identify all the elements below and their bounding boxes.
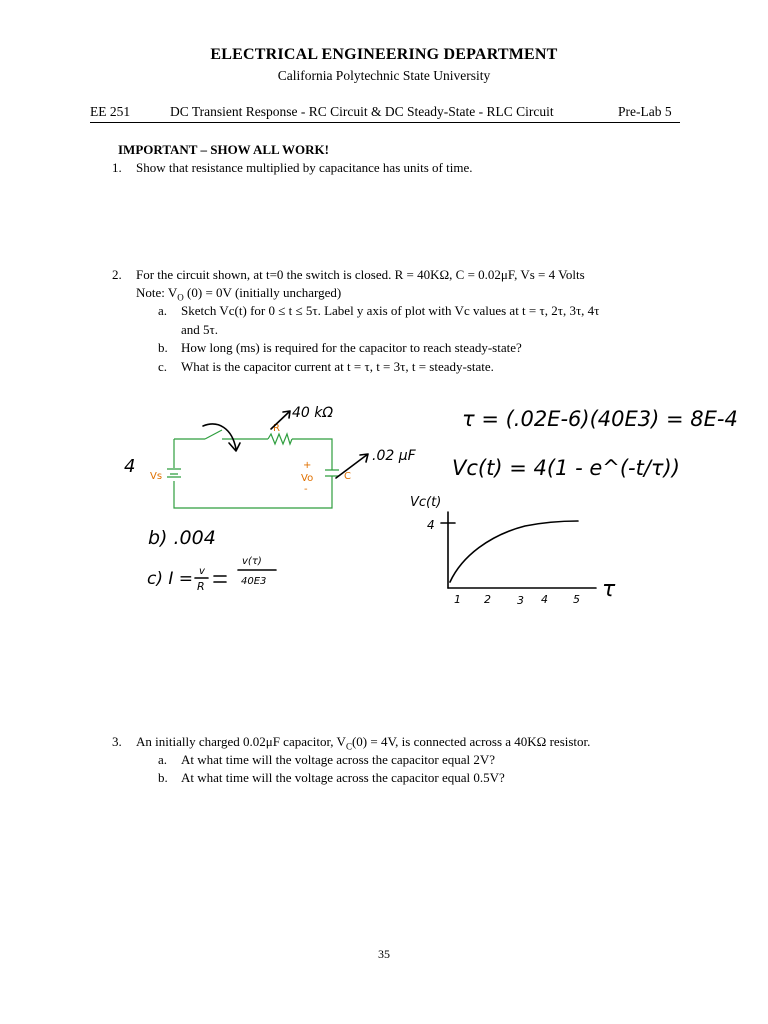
instructions: IMPORTANT – SHOW ALL WORK! (118, 142, 329, 157)
q1-text: Show that resistance multiplied by capacitance has units of time. (136, 160, 473, 175)
graph-x-tick-2: 2 (484, 593, 491, 606)
q2b-letter: b. (158, 340, 168, 355)
university-name: California Polytechnic State University (277, 68, 491, 83)
q2b-text: How long (ms) is required for the capacitor to reach steady-state? (181, 340, 522, 355)
graph-y-tick: 4 (427, 518, 435, 532)
vs-label: Vs (150, 471, 163, 482)
graph-y-label: Vc(t) (410, 495, 442, 510)
q3-text: An initially charged 0.02μF capacitor, $V_C(0) = 4V$, is connected across a 40KΩ resistor. (136, 734, 591, 752)
q1-number: 1. (112, 160, 122, 175)
q2a-letter: a. (158, 303, 168, 318)
graph-curve (450, 521, 578, 582)
course-code: EE 251 (90, 104, 131, 119)
c-value-handwritten: .02 μF (372, 448, 416, 464)
vs-value-handwritten: 4 (124, 456, 136, 477)
graph-x-tick-4: 4 (541, 593, 548, 606)
vo-minus: - (304, 484, 308, 495)
graph-x-label: τ (602, 577, 616, 602)
q2-text: For the circuit shown, at t=0 the switch is closed. R = 40KΩ, C = 0.02μF, Vs = 4 Volts (136, 267, 585, 282)
q2-note: Note: $V_O$ (0) = 0V (initially uncharged) (136, 285, 342, 303)
answer-c-num1: v (199, 566, 205, 577)
circuit-schematic (150, 423, 351, 508)
answer-c-lhs: c) I = (147, 569, 194, 589)
q3b-letter: b. (158, 770, 168, 785)
answer-b: b) .004 (148, 527, 216, 549)
q2a-text-cont: and 5τ. (181, 322, 218, 337)
q3b-text: At what time will the voltage across the capacitor equal 0.5V? (181, 770, 505, 785)
q2c-text: What is the capacitor current at t = τ, t = 3τ, t = steady-state. (181, 359, 494, 374)
graph-x-tick-3: 3 (517, 594, 524, 607)
vc-equation: Vc(t) = 4(1 - e^(-t/τ)) (452, 456, 680, 480)
department-title: ELECTRICAL ENGINEERING DEPARTMENT (210, 46, 558, 63)
vo-label: Vo (301, 473, 314, 484)
q3a-letter: a. (158, 752, 168, 767)
graph-x-tick-5: 5 (573, 593, 580, 606)
answer-c-num2: v(τ) (242, 556, 262, 567)
graph-x-tick-1: 1 (454, 593, 461, 606)
answer-c-den1: R (197, 580, 205, 593)
capacitor-label: C (344, 471, 351, 482)
vo-plus: + (303, 460, 312, 471)
resistor-label: R (273, 423, 280, 434)
q3-number: 3. (112, 734, 122, 749)
q2c-letter: c. (158, 359, 168, 374)
q2a-text: Sketch Vc(t) for 0 ≤ t ≤ 5τ. Label y axis of plot with Vc values at t = τ, 2τ, 3τ, 4τ (181, 303, 600, 318)
lab-title: DC Transient Response - RC Circuit & DC Steady-State - RLC Circuit (170, 104, 554, 119)
q2-number: 2. (112, 267, 122, 282)
tau-equation: τ = (.02E-6)(40E3) = 8E-4 (462, 407, 738, 431)
q3a-text: At what time will the voltage across the capacitor equal 2V? (181, 752, 496, 767)
page-number: 35 (378, 947, 390, 961)
handwritten-annotations (124, 405, 738, 607)
lab-number: Pre-Lab 5 (618, 104, 672, 119)
answer-c-den2: 40E3 (241, 576, 267, 587)
r-value-handwritten: 40 kΩ (292, 405, 334, 421)
